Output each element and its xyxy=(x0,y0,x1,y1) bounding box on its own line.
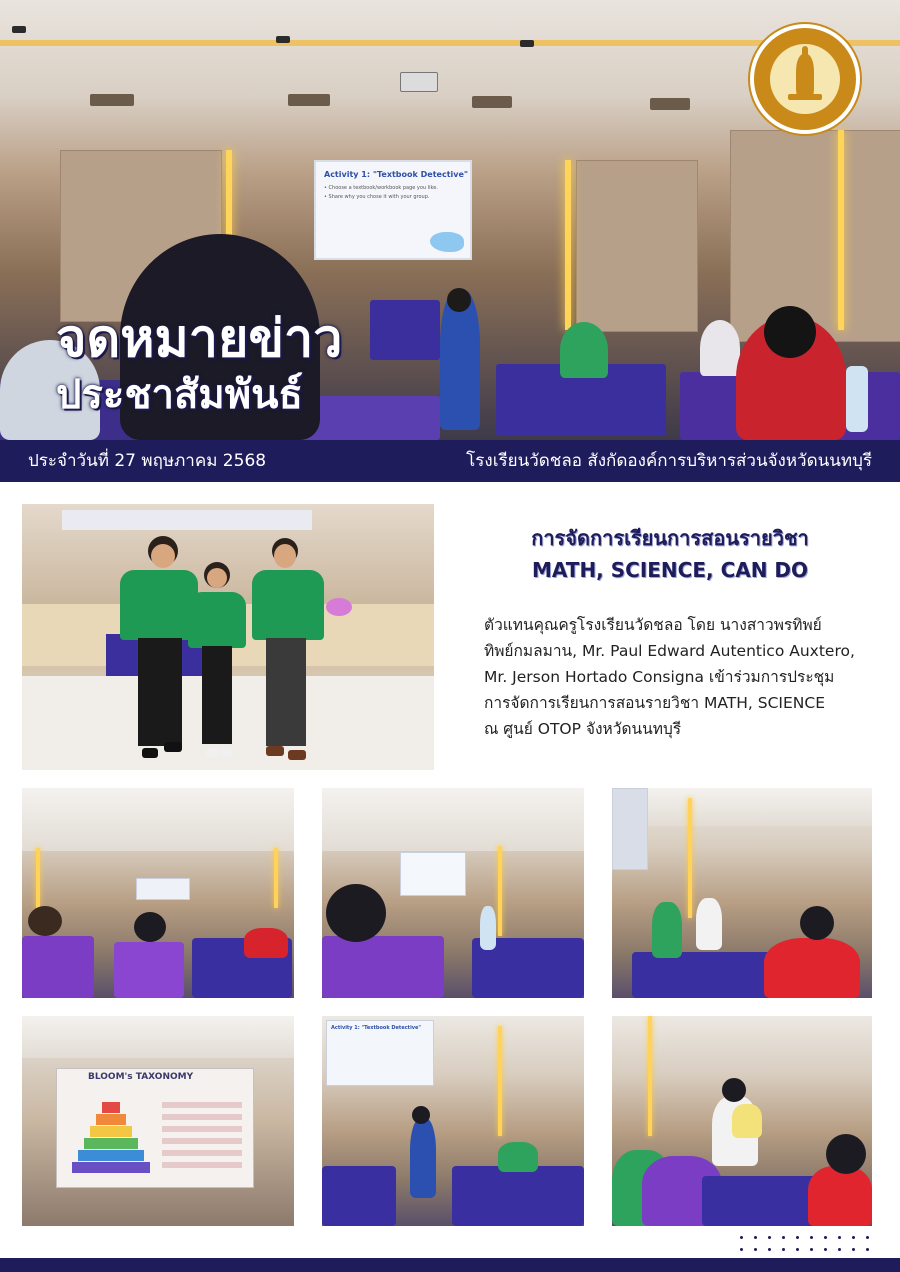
dot xyxy=(838,1248,841,1251)
head xyxy=(800,906,834,940)
wall-light xyxy=(36,848,40,908)
pyramid-tier xyxy=(102,1102,120,1113)
green-shirt xyxy=(188,592,246,648)
shoe xyxy=(206,748,218,757)
slide-text-block xyxy=(162,1102,242,1172)
table xyxy=(322,1166,396,1226)
green-shirt xyxy=(120,570,198,640)
article-subtitle: MATH, SCIENCE, CAN DO xyxy=(531,558,809,582)
dot xyxy=(838,1236,841,1239)
ceiling xyxy=(22,788,294,851)
ceiling xyxy=(612,788,872,826)
air-vent xyxy=(472,96,512,108)
face xyxy=(274,544,296,568)
projection-screen xyxy=(314,160,472,260)
table xyxy=(702,1176,822,1226)
pyramid-tier xyxy=(84,1138,138,1149)
gallery-photo xyxy=(322,788,584,998)
head xyxy=(28,906,62,936)
air-vent xyxy=(90,94,134,106)
head xyxy=(722,1078,746,1102)
ceiling xyxy=(22,1016,294,1058)
seal-urn-base xyxy=(788,94,822,100)
ceiling-light xyxy=(520,40,534,47)
wall-light xyxy=(498,1026,502,1136)
trousers xyxy=(138,638,182,746)
water-bottle xyxy=(846,366,868,432)
wall-light xyxy=(688,798,692,918)
wall-panel xyxy=(730,130,900,342)
attendee-red xyxy=(764,938,860,998)
dot xyxy=(740,1248,743,1251)
speaker xyxy=(696,898,722,950)
pyramid-tier xyxy=(72,1162,150,1173)
face xyxy=(207,568,227,588)
attendee xyxy=(560,322,608,378)
school-seal-logo xyxy=(750,24,860,134)
dot xyxy=(754,1236,757,1239)
slide-small-title: Activity 1: "Textbook Detective" xyxy=(326,1020,434,1086)
flower-arrangement xyxy=(326,598,352,616)
dot xyxy=(852,1236,855,1239)
attendee-green xyxy=(498,1142,538,1172)
shoe xyxy=(142,748,158,758)
dot xyxy=(782,1248,785,1251)
article-body-line: การจัดการเรียนการสอนรายวิชา MATH, SCIENCE xyxy=(484,694,826,712)
pyramid-tier xyxy=(96,1114,126,1125)
screen-title: Activity 1: "Textbook Detective" xyxy=(324,170,469,179)
gallery-photo xyxy=(22,1016,294,1226)
speaker-head xyxy=(447,288,471,312)
gallery-photo xyxy=(322,1016,584,1226)
screen-line: • Share why you chose it with your group. xyxy=(324,194,430,200)
paper-sheet xyxy=(732,1104,762,1138)
group-photo xyxy=(22,504,434,770)
screen-line: • Choose a textbook/workbook page you like. xyxy=(324,185,438,191)
ceiling-light xyxy=(12,26,26,33)
screen-decoration xyxy=(430,232,464,252)
attendee-red xyxy=(244,928,288,958)
shoe xyxy=(164,742,182,752)
gallery-photo xyxy=(22,788,294,998)
decorative-dots xyxy=(740,1234,880,1254)
header-photo xyxy=(0,0,900,440)
projection-screen xyxy=(400,852,466,896)
trousers xyxy=(266,638,306,746)
newsletter-title: จดหมายข่าว xyxy=(56,309,343,369)
head xyxy=(412,1106,430,1124)
shoe xyxy=(266,746,284,756)
dot xyxy=(824,1248,827,1251)
water-bottle xyxy=(480,906,496,950)
article-body-line: Mr. Jerson Hortado Consigna เข้าร่วมการประชุม xyxy=(484,668,835,686)
ceiling-light xyxy=(276,36,290,43)
face xyxy=(151,544,175,568)
school-name: โรงเรียนวัดชลอ สังกัดองค์การบริหารส่วนจังหวัดนนทบุรี xyxy=(466,451,872,471)
wall-light xyxy=(274,848,278,908)
green-shirt xyxy=(252,570,324,640)
newsletter-subtitle: ประชาสัมพันธ์ xyxy=(56,372,303,418)
head xyxy=(326,884,386,942)
footer-strip xyxy=(0,1258,900,1272)
seal-urn xyxy=(796,54,814,98)
attendee xyxy=(700,320,740,376)
head xyxy=(134,912,166,942)
dot xyxy=(796,1236,799,1239)
article-body xyxy=(484,612,884,742)
dot xyxy=(824,1236,827,1239)
wall-panel xyxy=(576,160,698,332)
projection-screen xyxy=(612,788,648,870)
dot xyxy=(866,1236,869,1239)
attendee-purple xyxy=(22,936,94,998)
dot xyxy=(810,1236,813,1239)
attendee-red xyxy=(808,1166,872,1226)
attendee-purple xyxy=(322,936,444,998)
head xyxy=(826,1134,866,1174)
attendee-purple xyxy=(114,942,184,998)
dot xyxy=(782,1236,785,1239)
dot xyxy=(866,1248,869,1251)
issue-date: ประจำวันที่ 27 พฤษภาคม 2568 xyxy=(28,451,267,471)
wall-light xyxy=(565,160,571,330)
wall-light xyxy=(498,846,502,936)
projector xyxy=(400,72,438,92)
projection-screen xyxy=(136,878,190,900)
dot xyxy=(740,1236,743,1239)
dot xyxy=(852,1248,855,1251)
air-vent xyxy=(288,94,330,106)
dot xyxy=(796,1248,799,1251)
podium xyxy=(370,300,440,360)
pyramid-tier xyxy=(90,1126,132,1137)
article-body-line: ตัวแทนคุณครูโรงเรียนวัดชลอ โดย นางสาวพรทิพย์ xyxy=(484,616,822,634)
trousers xyxy=(202,646,232,744)
backdrop xyxy=(62,510,312,530)
shoe xyxy=(220,748,232,757)
article-title: การจัดการเรียนการสอนรายวิชา xyxy=(531,526,809,550)
bloom-taxonomy-title: BLOOM's TAXONOMY xyxy=(88,1072,194,1082)
pyramid-tier xyxy=(78,1150,144,1161)
dot xyxy=(754,1248,757,1251)
shoe xyxy=(288,750,306,760)
table xyxy=(452,1166,584,1226)
air-vent xyxy=(650,98,690,110)
wall-light xyxy=(648,1016,652,1136)
wall-light xyxy=(838,130,844,330)
gallery-photo xyxy=(612,788,872,998)
speaker xyxy=(410,1118,436,1198)
attendee-head xyxy=(764,306,816,358)
table xyxy=(300,396,440,440)
attendee-green xyxy=(652,902,682,958)
dot xyxy=(768,1248,771,1251)
article-body-line: ณ ศูนย์ OTOP จังหวัดนนทบุรี xyxy=(484,720,682,738)
article-body-line: ทิพย์กมลมาน, Mr. Paul Edward Autentico Auxtero, xyxy=(484,642,855,660)
gallery-photo xyxy=(612,1016,872,1226)
dot xyxy=(768,1236,771,1239)
info-band xyxy=(0,440,900,482)
dot xyxy=(810,1248,813,1251)
ceiling xyxy=(322,788,584,851)
